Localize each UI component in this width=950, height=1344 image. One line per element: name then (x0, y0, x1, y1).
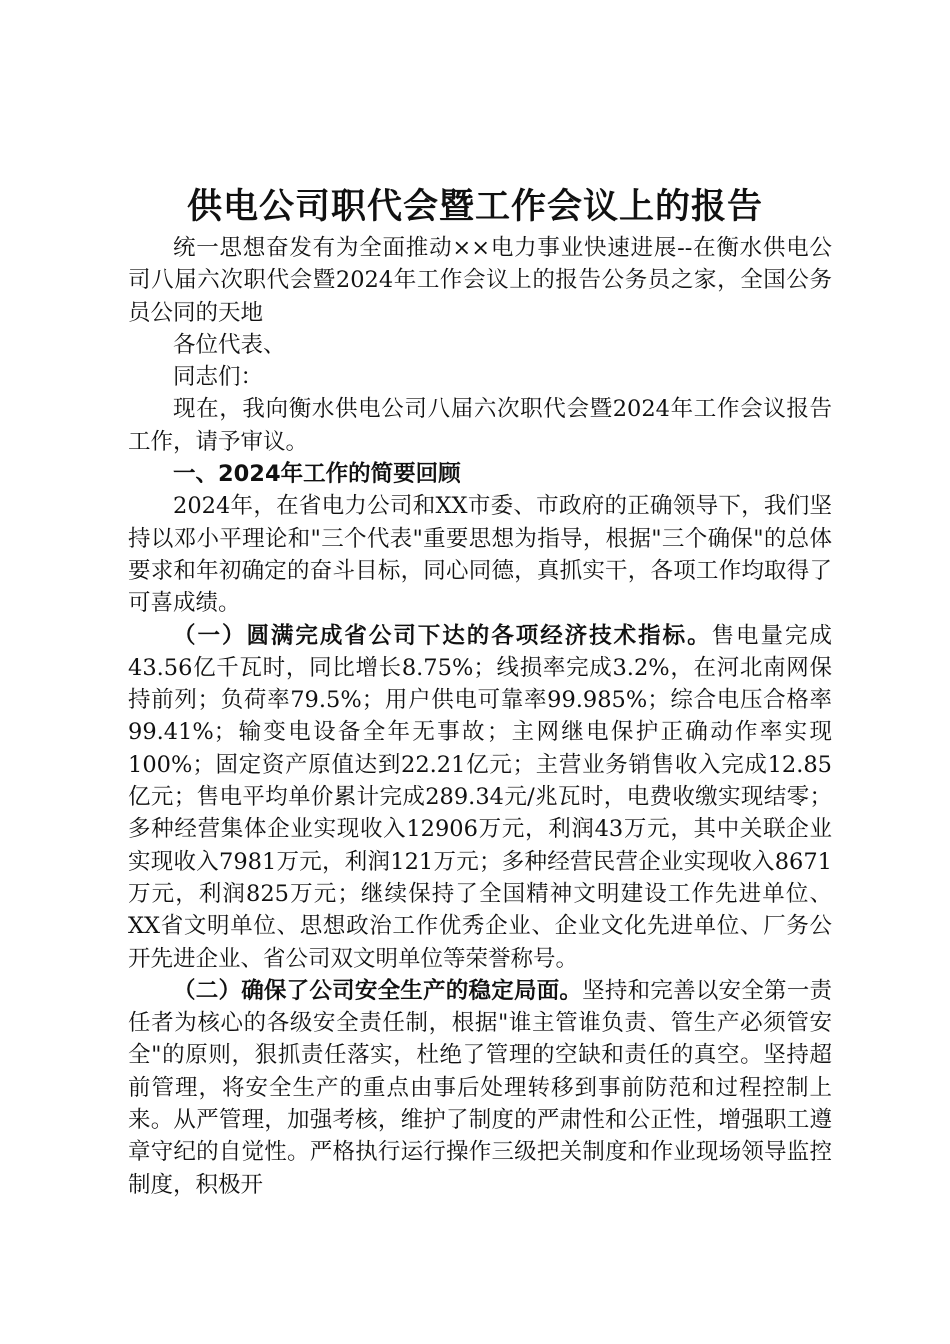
item-1-text: 售电量完成43.56亿千瓦时，同比增长8.75%；线损率完成3.2%，在河北南网保持前列；负荷率79.5%；用户供电可靠率99.985%；综合电压合格率99.41%；输变电设备全年无事故；主网继电保护正确动作率实现100%；固定资产原值达到22.21亿元；主营业务销售收入完成12.85亿元；售电平均单价累计完成289.34元/兆瓦时，电费收缴实现结零；多种经营集体企业实现收入12906万元，利润43万元，其中关联企业实现收入7981万元，利润121万元；多种经营民营企业实现收入8671万元，利润825万元；继续保持了全国精神文明建设工作先进单位、XX省文明单位、思想政治工作优秀企业、企业文化先进单位、厂务公开先进企业、省公司双文明单位等荣誉称号。 (128, 622, 832, 972)
section-intro-paragraph: 2024年，在省电力公司和XX市委、市政府的正确领导下，我们坚持以邓小平理论和"三个代表"重要思想为指导，根据"三个确保"的总体要求和年初确定的奋斗目标，同心同德，真抓实干，各项工作均取得了可喜成绩。 (128, 493, 832, 617)
item-2-heading: （二）确保了公司安全生产的稳定局面。 (173, 977, 583, 1004)
intro-paragraph: 统一思想奋发有为全面推动××电力事业快速进展--在衡水供电公司八届六次职代会暨2024年工作会议上的报告公务员之家，全国公务员公同的天地 (128, 235, 832, 326)
document-title: 供电公司职代会暨工作会议上的报告 (186, 187, 763, 227)
opening-paragraph: 现在，我向衡水供电公司八届六次职代会暨2024年工作会议报告工作，请予审议。 (128, 396, 832, 455)
document-body (128, 232, 832, 1201)
item-1-paragraph (128, 620, 832, 975)
salutation-representatives: 各位代表、 (173, 331, 286, 358)
section-heading: 一、2024年工作的简要回顾 (173, 461, 461, 488)
item-2-paragraph (128, 975, 832, 1201)
salutation-comrades: 同志们： (173, 364, 264, 391)
item-2-text: 坚持和完善以安全第一责任者为核心的各级安全责任制，根据"谁主管谁负责、管生产必须管安全"的原则，狠抓责任落实，杜绝了管理的空缺和责任的真空。坚持超前管理，将安全生产的重点由事后处理转移到事前防范和过程控制上来。从严管理，加强考核，维护了制度的严肃性和公正性，增强职工遵章守纪的自觉性。严格执行运行操作三级把关制度和作业现场领导监控制度，积极开 (128, 977, 832, 1198)
item-1-heading: （一）圆满完成省公司下达的各项经济技术指标。 (173, 622, 712, 649)
